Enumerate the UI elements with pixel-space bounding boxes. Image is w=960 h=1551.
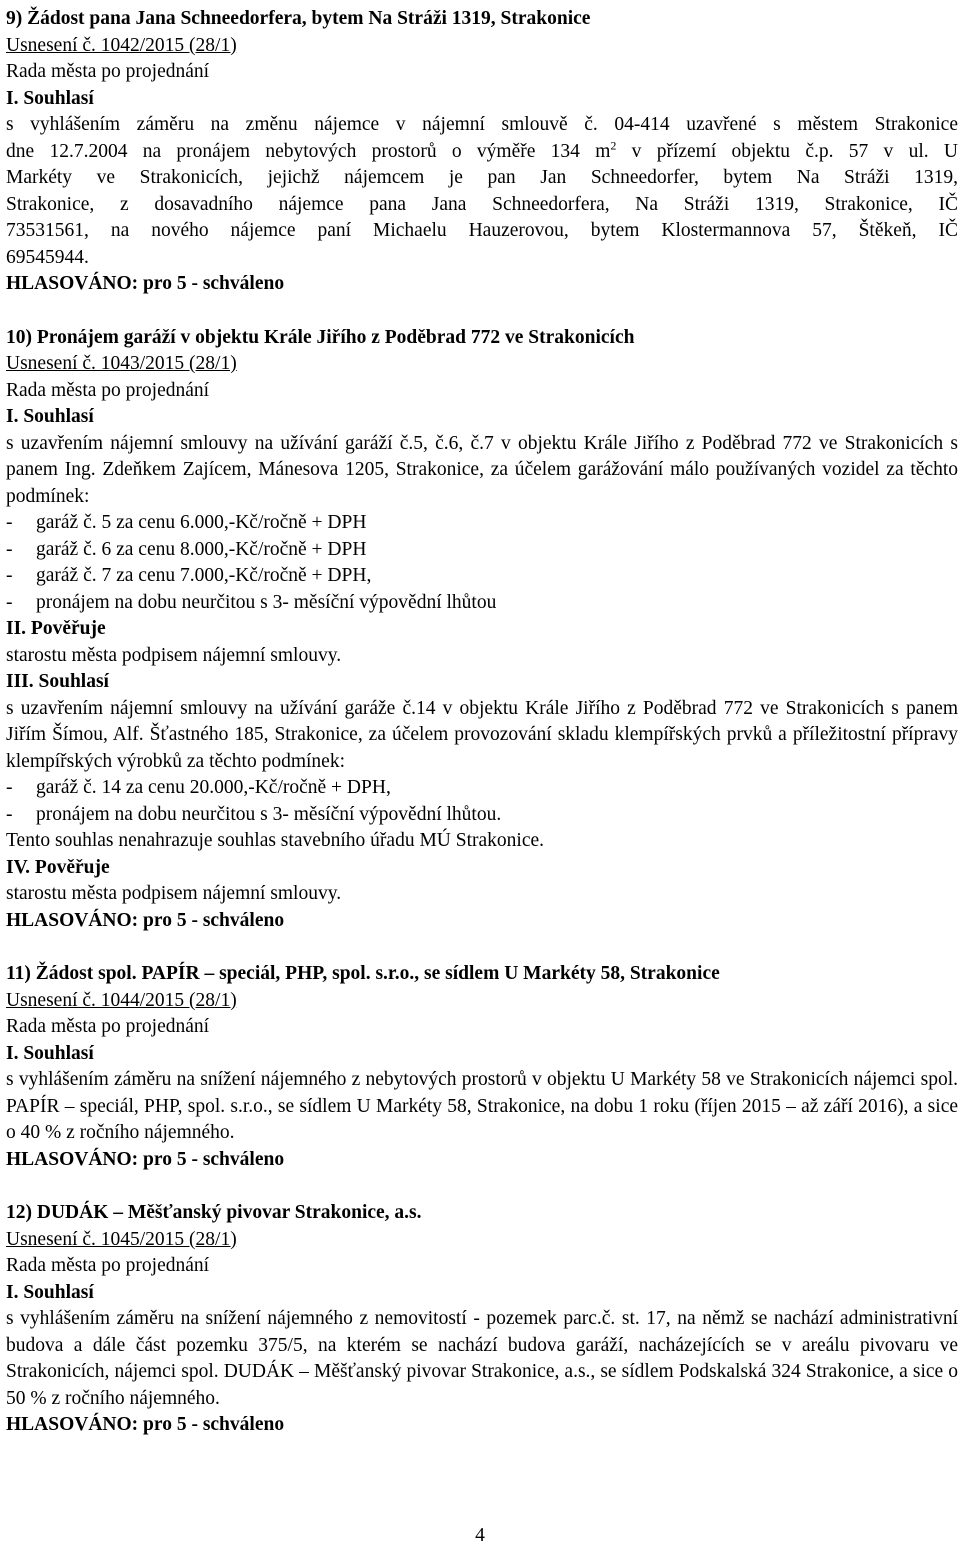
section-9-text-line-2: dne 12.7.2004 na pronájem nebytových prostorů o výměře 134 $m^2$ v přízemí objektu č.p. 57 v ul. U (6, 138, 959, 162)
section-9-text-line-6: 69545944. (6, 246, 89, 268)
section-10-paragraph-2: s uzavřením nájemní smlouvy na užívání garáže č.14 v objektu Krále Jiřího z Poděbrad 772 ve Strakonicích s panem Jiřím Šímou, Alf. Šťastného 185, Strakonice, za účelem provozování skladu klempířských prvků a příležitostní přípravy klempířských výrobků za těchto podmínek: (6, 697, 958, 772)
section-9-text-line-4: Strakonice, z dosavadního nájemce pana Jana Schneedorfera, Na Stráži 1319, Strakonice, IČ (6, 193, 958, 215)
section-10-agree-heading: I. Souhlasí (6, 406, 94, 427)
section-10-paragraph-1: s uzavřením nájemní smlouvy na užívání garáží č.5, č.6, č.7 v objektu Krále Jiřího z Poděbrad 772 ve Strakonicích s panem Ing. Zdeňkem Zajícem, Mánesova 1205, Strakonice, za účelem garážování málo používaných vozidel za těchto podmínek: (6, 432, 958, 507)
section-9-text-line-1: s vyhlášením záměru na změnu nájemce v nájemní smlouvě č. 04-414 uzavřené s městem Strakonice (6, 114, 958, 135)
section-10-resolution: Usnesení č. 1043/2015 (28/1) (6, 353, 237, 374)
section-10-vote: HLASOVÁNO: pro 5 - schváleno (6, 909, 285, 931)
section-11-paragraph: s vyhlášením záměru na snížení nájemného z nebytových prostorů v objektu U Markéty 58 ve Strakonicích nájemci spol. PAPÍR – speciál, PHP, spol. s.r.o., se sídlem U Markéty 58, Strakonice, na dobu 1 roku (říjen 2015 – až září 2016), a sice o 40 % z ročního nájemného. (6, 1069, 958, 1143)
section-11-title: 11) Žádost spol. PAPÍR – speciál, PHP, spol. s.r.o., se sídlem U Markéty 58, Strakonice (6, 963, 720, 984)
section-9-text-line-5: 73531561, na nového nájemce paní Michaelu Hauzerovou, bytem Klostermannova 57, Štěkeň, IČ (6, 220, 958, 241)
section-12-council: Rada města po projednání (6, 1255, 210, 1276)
section-11-agree-heading: I. Souhlasí (6, 1042, 94, 1064)
list-item: - garáž č. 14 za cenu 20.000,-Kč/ročně + DPH, (6, 777, 391, 798)
section-9-council: Rada města po projednání (6, 61, 210, 82)
section-10-mayor-text-1: starostu města podpisem nájemní smlouvy. (6, 644, 342, 666)
section-10-council: Rada města po projednání (6, 379, 210, 401)
section-10-agree-heading-3: III. Souhlasí (6, 671, 109, 692)
list-item: - garáž č. 5 za cenu 6.000,-Kč/ročně + DPH (6, 512, 367, 533)
section-11-resolution: Usnesení č. 1044/2015 (28/1) (6, 989, 237, 1011)
section-12-vote: HLASOVÁNO: pro 5 - schváleno (6, 1414, 285, 1435)
section-12-resolution: Usnesení č. 1045/2015 (28/1) (6, 1228, 237, 1250)
section-9-resolution: Usnesení č. 1042/2015 (28/1) (6, 34, 237, 56)
page-number: 4 (475, 1525, 485, 1546)
section-9-text-line-3: Markéty ve Strakonicích, jejichž nájemcem je pan Jan Schneedorfer, bytem Na Stráži 1319, (6, 167, 958, 188)
document-page (6, 6, 958, 1439)
section-12-agree-heading: I. Souhlasí (6, 1281, 94, 1303)
list-item: - pronájem na dobu neurčitou s 3- měsíční výpovědní lhůtou (6, 591, 497, 613)
section-10-mayor-text-2: starostu města podpisem nájemní smlouvy. (6, 883, 342, 904)
section-10-authorize-heading-4: IV. Pověřuje (6, 856, 110, 878)
section-10-note: Tento souhlas nenahrazuje souhlas stavebního úřadu MÚ Strakonice. (6, 830, 545, 851)
superscript-2: 2 (610, 138, 617, 152)
section-10-authorize-heading-2: II. Pověřuje (6, 618, 106, 639)
list-item: - garáž č. 7 za cenu 7.000,-Kč/ročně + DPH, (6, 565, 372, 586)
list-item: - pronájem na dobu neurčitou s 3- měsíční výpovědní lhůtou. (6, 803, 502, 825)
section-12-paragraph: s vyhlášením záměru na snížení nájemného z nemovitostí - pozemek parc.č. st. 17, na němž se nachází administrativní budova a dále část pozemku 375/5, na kterém se nachází budova garáží, nacházejících se v areálu pivovaru ve Strakonicích, nájemci spol. DUDÁK – Měšťanský pivovar Strakonice, a.s., se sídlem Podskalská 324 Strakonice, a sice o 50 % z ročního nájemného. (6, 1308, 958, 1409)
section-11-council: Rada města po projednání (6, 1016, 210, 1037)
list-item: - garáž č. 6 za cenu 8.000,-Kč/ročně + DPH (6, 538, 367, 560)
section-11-vote: HLASOVÁNO: pro 5 - schváleno (6, 1148, 285, 1170)
section-9-title: 9) Žádost pana Jana Schneedorfera, bytem Na Stráži 1319, Strakonice (6, 8, 591, 29)
section-10-title: 10) Pronájem garáží v objektu Krále Jiřího z Poděbrad 772 ve Strakonicích (6, 326, 635, 348)
section-9-vote: HLASOVÁNO: pro 5 - schváleno (6, 273, 285, 294)
section-12-title: 12) DUDÁK – Měšťanský pivovar Strakonice, a.s. (6, 1202, 422, 1223)
section-9-agree-heading: I. Souhlasí (6, 87, 94, 109)
